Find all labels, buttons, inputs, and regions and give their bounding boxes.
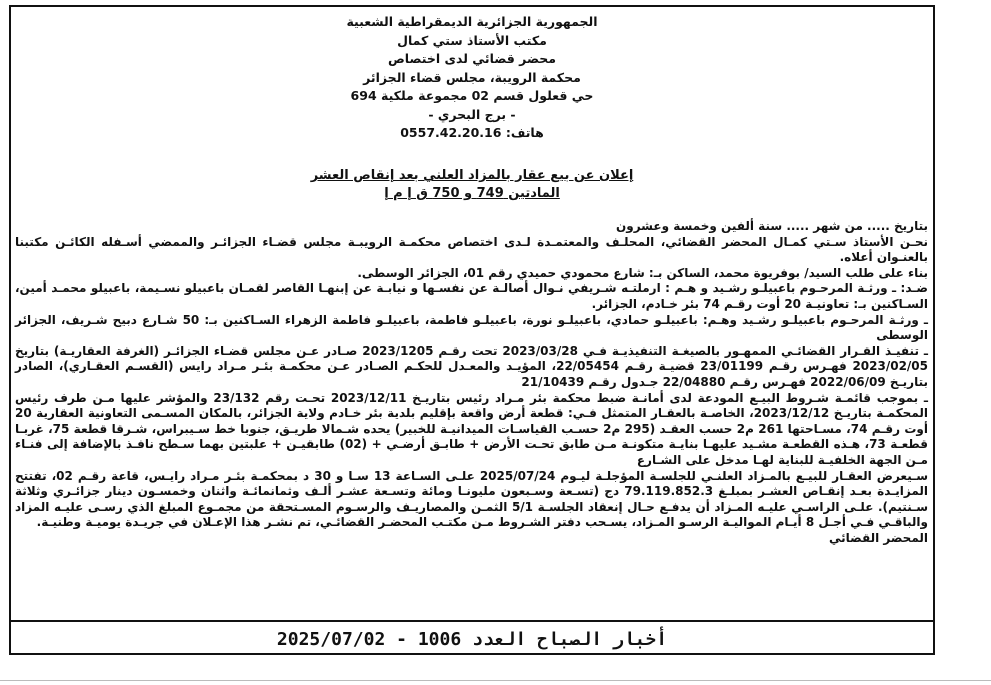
body-paragraph: ـ ورثـة المرحـوم باعبيلـو رشـيد وهـم: باعبيلـو حمادي، باعبيلـو نورة، باعبيلـو فاطمة، باعبيلـو فاطمة الزهراء السـاكنين بـ: 50 شـارع دبيح شـريف، الجزائر الوسطى <box>15 312 928 343</box>
header-line: محكمة الرويبة، مجلس قضاء الجزائر <box>363 69 581 85</box>
body-paragraph: ـ تنفيـذ القـرار القضائـي الممهـور بالصيغـة التنفيذيـة فـي 2023/03/28 تحت رقـم 2023/1205 صـادر عـن مجلس قضـاء الجزائـر (الغرفة العقاريـة) بتاريخ 2023/02/05 فهـرس رقـم 23/01199 قضيـة رقـم 22/05454، المؤيـد والمعـدل للحكـم الصـادر عـن محكمـة بئـر مـراد رايس (القسـم العقـاري)، الصادر بتاريـخ 2022/06/09 فهـرس رقـم 22/04880 جـدول رقـم 21/10439 <box>15 343 928 389</box>
title-line: إعلان عن بيع عقار بالمزاد العلني بعد إنقاص العشر <box>310 168 634 183</box>
page-bottom-rule <box>0 680 991 681</box>
body-paragraph: نحـن الأستاذ سـتي كمـال المحضر القضائي، المحلـف والمعتمـدة لـدى اختصاص محكمـة الرويبـة مجلس قضـاء الجزائـر والممضي أسـفله الكائـن مكتبنا بالعنـوان أعلاه. <box>15 234 928 265</box>
announcement-body <box>15 219 928 546</box>
header-line: حي قعلول قسم 02 مجموعة ملكية 694 <box>350 88 594 103</box>
header-line: - برج البحري - <box>428 106 516 122</box>
announcement-frame <box>9 5 935 655</box>
header-line: محضر قضائي لدى اختصاص <box>387 51 557 66</box>
body-paragraph: سـيعرض العقـار للبيـع بالمـزاد العلنـي للجلسـة المؤجلـة ليـوم 2025/07/24 علـى السـاعة 13 سـا و 30 د بمحكمـة بئـر مـراد رايـس، قاعة رقـم 02، تفتتح المزايـدة بعـد إنقـاص العشـر بمبلـغ 79.119.852.3 دج (تسـعة وسـبعون مليونـا ومائة وتسـعة عشـر ألـف وثمانمائـة واثنان وخمسـون دينار جزائـري وثلاثة سـنتيم). علـى الراسـي عليـه المـزاد أن يدفـع حـال إنعقاد الجلسـة 5/1 الثمـن والمصاريـف والرسـوم المسـتحقة من مجمـوع المبلغ الذي رسـى عليـه المزاد والباقـي فـي أجـل 8 أيـام المواليـة الرسـو المـزاد، يسـحب دفتر الشـروط مـن مكتـب المحضـر القضائـي، تم نشـر هذا الإعـلان في جريـدة يوميـة وطنيـة. <box>15 468 928 530</box>
announcement-title <box>11 167 933 203</box>
header-phone: هاتف: 0557.42.20.16 <box>400 125 544 140</box>
footer-divider <box>11 620 933 622</box>
body-paragraph: بناء على طلب السيد/ بوفريوة محمد، الساكن بـ: شارع محمودي حميدي رقم 01، الجزائر الوسطى. <box>357 265 928 280</box>
body-signature: المحضر القضائي <box>828 530 928 545</box>
body-paragraph: ضـد: ـ ورثـة المرحـوم باعبيلـو رشـيد و هـم : ارملتـه شـريفي نـوال أصالـة عن نفسـها و نيابـة عن إبنهـا القاصر لقمـان باعبيلو نسـيمة، باعبيلو محمـد أمين، السـاكنين بـ: تعاونيـة 20 أوت رقـم 74 بئر خـادم، الجزائر. <box>15 281 928 311</box>
header-line: مكتب الأستاذ ستي كمال <box>397 32 547 48</box>
body-paragraph: ـ بموجب قائمـة شـروط البيـع المودعة لدى أمانـة ضبط محكمة بئر مـراد رئيس بتاريـخ 2023/12/11 تحـت رقم 23/132 والمؤشر عليها مـن طرف رئيس المحكمـة بتاريـخ 2023/12/12، الخاصـة بالعقـار المتمثل فـي: قطعة أرض واقعة بإقليم بلدية بئر خـادم ولاية الجزائر، بالمكان المسـمى التعاونية العقارية 20 أوت رقـم 74، مسـاحتها 261 م2 حسب العقـد (295 م2 حسـب القياسـات الميدانيـة للخبير) يحده شـمالا طريـق، جنوبا خط سـيبراس، شـرقا قطعة 75، غربـا قطعـة 73، هـذه القطعـة مشـيد عليهـا بنايـة متكونـة مـن طابق تحـت الأرض + طابـق أرضـي + (02) طابقيـن + علبتين بهما سـطح نافـذ بالإضافة إلى فنـاء مـن الجهة الخلفيـة للبناية لهـا مدخل على الشـارع <box>15 390 929 467</box>
office-header <box>11 13 933 143</box>
publication-footer: أخبار الصباح العدد 1006 - 2025/07/02 <box>276 629 668 650</box>
body-date: بتاريخ ..... من شهر ..... سنة ألفين وخمسة وعشرون <box>616 219 928 233</box>
title-legal-reference: المادتين 749 و 750 ق إ م إ <box>384 186 560 201</box>
header-line: الجمهورية الجزائرية الديمقراطية الشعبية <box>346 14 598 29</box>
